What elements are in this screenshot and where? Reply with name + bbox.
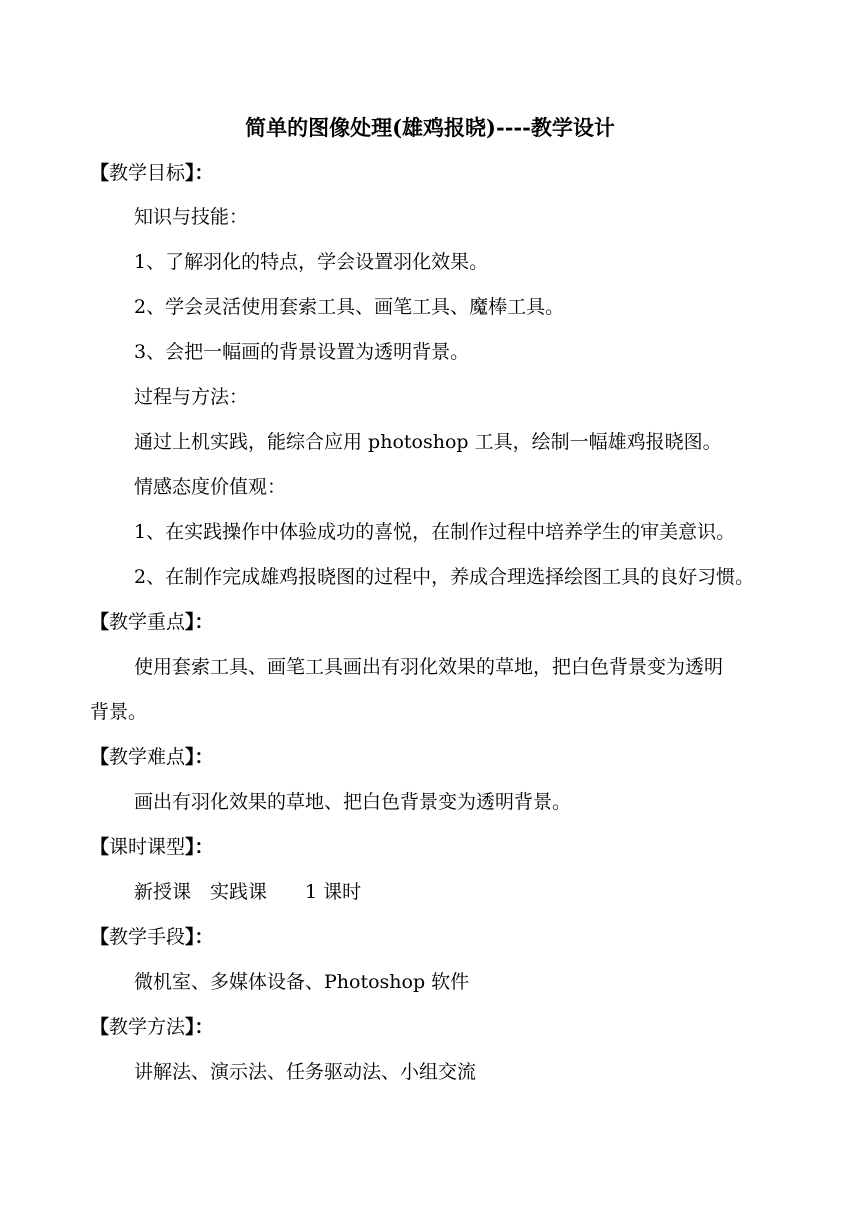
document-title: 简单的图像处理(雄鸡报晓)----教学设计 bbox=[245, 115, 615, 140]
bracket-open: 【 bbox=[90, 746, 110, 768]
bracket-close: 】： bbox=[185, 162, 214, 184]
heading-label: 教学方法 bbox=[109, 1016, 186, 1038]
bracket-open: 【 bbox=[90, 926, 110, 948]
bracket-open: 【 bbox=[90, 1016, 110, 1038]
bracket-close: 】： bbox=[185, 836, 214, 858]
emotion-heading: 情感态度价值观： bbox=[134, 476, 287, 498]
heading-label: 教学重点 bbox=[109, 611, 186, 633]
process-text: 通过上机实践，能综合应用 photoshop 工具，绘制一幅雄鸡报晓图。 bbox=[134, 431, 722, 453]
bracket-open: 【 bbox=[90, 836, 110, 858]
key-points-text-line1: 使用套索工具、画笔工具画出有羽化效果的草地，把白色背景变为透明 bbox=[134, 656, 724, 678]
bracket-open: 【 bbox=[90, 162, 110, 184]
knowledge-item: 1、了解羽化的特点，学会设置羽化效果。 bbox=[134, 251, 489, 273]
teaching-means-text: 微机室、多媒体设备、Photoshop 软件 bbox=[134, 971, 470, 993]
bracket-close: 】： bbox=[185, 926, 214, 948]
difficulties-text: 画出有羽化效果的草地、把白色背景变为透明背景。 bbox=[134, 791, 572, 813]
knowledge-item: 3、会把一幅画的背景设置为透明背景。 bbox=[134, 341, 470, 363]
section-heading-objectives bbox=[90, 159, 214, 187]
bracket-close: 】： bbox=[185, 746, 214, 768]
section-heading-teaching-means bbox=[90, 923, 214, 951]
bracket-close: 】： bbox=[185, 611, 214, 633]
heading-label: 教学手段 bbox=[109, 926, 186, 948]
key-points-text-line2: 背景。 bbox=[90, 701, 148, 723]
knowledge-item: 2、学会灵活使用套索工具、画笔工具、魔棒工具。 bbox=[134, 296, 565, 318]
heading-label: 教学目标 bbox=[109, 162, 186, 184]
lesson-type-text: 新授课 实践课 1 课时 bbox=[134, 881, 362, 903]
section-heading-lesson-type bbox=[90, 833, 214, 861]
bracket-close: 】： bbox=[185, 1016, 214, 1038]
heading-label: 课时课型 bbox=[109, 836, 186, 858]
section-heading-teaching-methods bbox=[90, 1013, 214, 1041]
emotion-item: 2、在制作完成雄鸡报晓图的过程中，养成合理选择绘图工具的良好习惯。 bbox=[134, 566, 755, 588]
section-heading-key-points bbox=[90, 608, 214, 636]
teaching-methods-text: 讲解法、演示法、任务驱动法、小组交流 bbox=[134, 1061, 477, 1083]
process-heading: 过程与方法： bbox=[134, 386, 249, 408]
knowledge-heading: 知识与技能： bbox=[134, 206, 249, 228]
heading-label: 教学难点 bbox=[109, 746, 186, 768]
emotion-item: 1、在实践操作中体验成功的喜悦，在制作过程中培养学生的审美意识。 bbox=[134, 521, 736, 543]
section-heading-difficulties bbox=[90, 743, 214, 771]
bracket-open: 【 bbox=[90, 611, 110, 633]
